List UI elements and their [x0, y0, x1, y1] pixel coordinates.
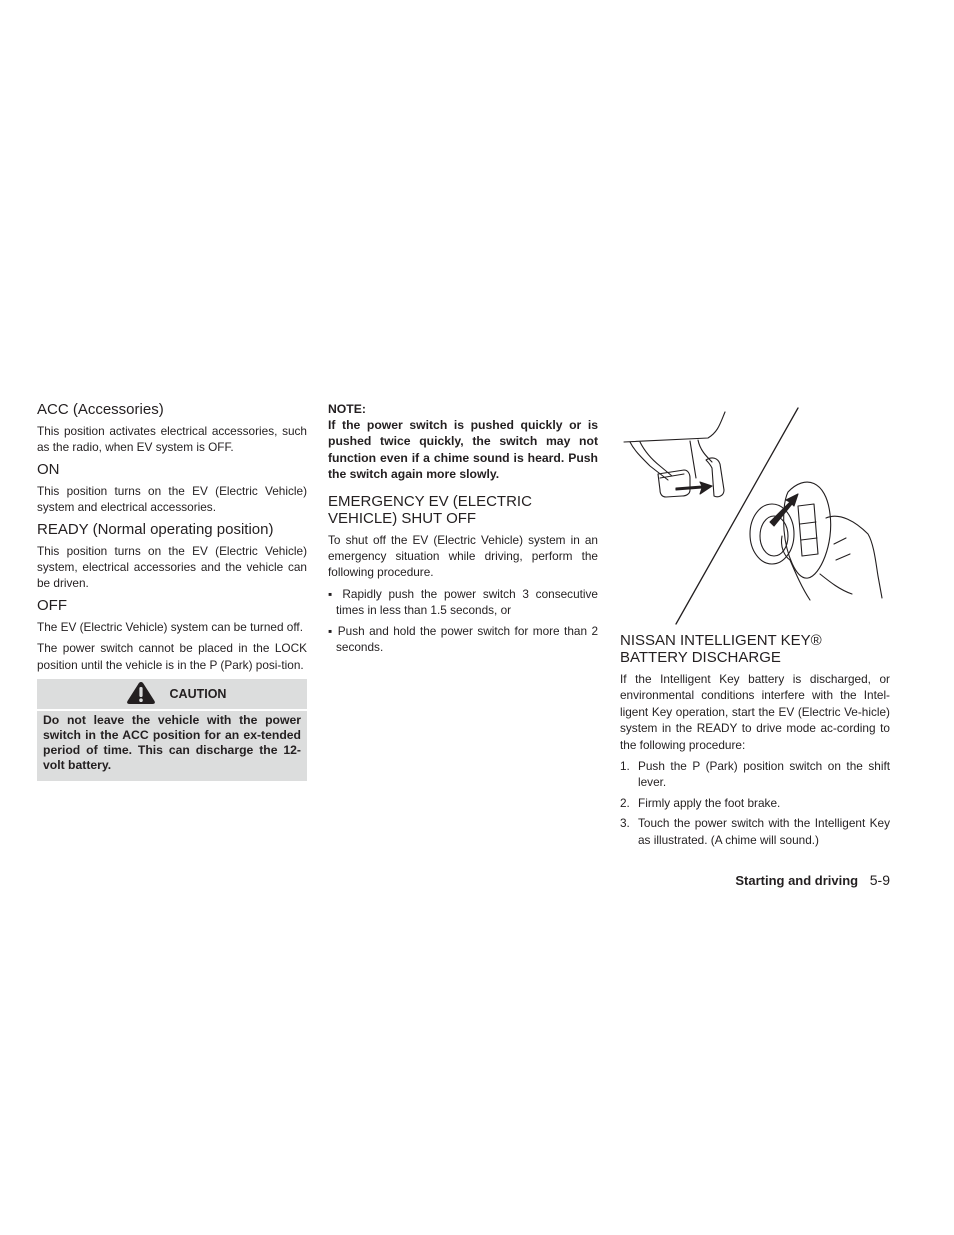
page-number: 5-9 [869, 872, 890, 888]
step-text: Firmly apply the foot brake. [638, 795, 781, 810]
section-heading: ON [37, 460, 60, 478]
step-item [620, 795, 890, 811]
list-item [328, 623, 598, 656]
section-heading: READY (Normal operating position) [37, 520, 274, 538]
section-body: This position turns on the EV (Electric Vehicle) system and electrical accessories. [37, 483, 307, 515]
step-number: 1. [620, 759, 630, 774]
step-text: Push the P (Park) position switch on the shift lever. [638, 759, 890, 790]
warning-triangle-icon [126, 681, 156, 708]
list-item-text: Rapidly push the power switch 3 consecutive times in less than 1.5 seconds, or [336, 586, 598, 618]
step-number: 2. [620, 795, 630, 810]
column-right [620, 632, 890, 852]
section-body: The EV (Electric Vehicle) system can be turned off. [37, 619, 303, 634]
caution-text: Do not leave the vehicle with the power switch in the ACC position for an ex-tended period of time. This can discharge the 12-volt battery. [43, 713, 301, 773]
column-left [37, 401, 307, 781]
heading-line-2: BATTERY DISCHARGE [620, 649, 781, 666]
section-heading: OFF [37, 596, 67, 614]
caution-label: CAUTION [169, 687, 227, 702]
section-emergency-shutoff [328, 493, 598, 656]
procedure-steps [620, 758, 890, 848]
section-body: This position turns on the EV (Electric Vehicle) system, electrical accessories and the vehicle can be driven. [37, 543, 307, 591]
list-item [328, 586, 598, 619]
step-text: Touch the power switch with the Intelligent Key as illustrated. (A chime will sound.) [638, 816, 890, 847]
bullet-icon: ▪ [328, 586, 336, 601]
footer-section-name: Starting and driving [735, 873, 859, 888]
step-number: 3. [620, 816, 630, 831]
column-middle [328, 401, 598, 659]
note-label: NOTE: [328, 402, 366, 416]
page-footer [620, 872, 890, 888]
bullet-list [328, 586, 598, 656]
section-body: To shut off the EV (Electric Vehicle) system in an emergency situation while driving, perform the following procedure. [328, 532, 598, 580]
section-off [37, 597, 307, 673]
note-text: If the power switch is pushed quickly or is pushed twice quickly, the switch may not function even if a chime sound is heard. Push the switch again more slowly. [328, 418, 598, 482]
caution-header [37, 679, 307, 711]
list-item-text: Push and hold the power switch for more than 2 seconds. [336, 623, 599, 655]
intelligent-key-illustration [620, 404, 890, 626]
section-ready [37, 521, 307, 592]
section-acc [37, 401, 307, 456]
heading-line-2: VEHICLE) SHUT OFF [328, 509, 477, 527]
section-body: If the Intelligent Key battery is discharged, or environmental conditions interfere with the Intel-ligent Key operation, start the EV (Electric Ve-hicle) system in the READY to drive mode ac-cording to the following procedure: [620, 672, 890, 752]
section-heading [620, 632, 890, 666]
section-heading [328, 493, 598, 527]
heading-line-1: EMERGENCY EV (ELECTRIC [328, 492, 532, 510]
step-item [620, 758, 890, 791]
section-body: This position activates electrical accessories, such as the radio, when EV system is OFF. [37, 424, 307, 455]
step-item [620, 815, 890, 848]
section-heading: ACC (Accessories) [37, 401, 164, 418]
heading-line-1: NISSAN INTELLIGENT KEY® [620, 632, 822, 649]
section-body-2: The power switch cannot be placed in the LOCK position until the vehicle is in the P (Park) posi-tion. [37, 641, 307, 672]
bullet-icon: ▪ [328, 623, 334, 638]
caution-box [37, 679, 307, 781]
section-on [37, 461, 307, 516]
